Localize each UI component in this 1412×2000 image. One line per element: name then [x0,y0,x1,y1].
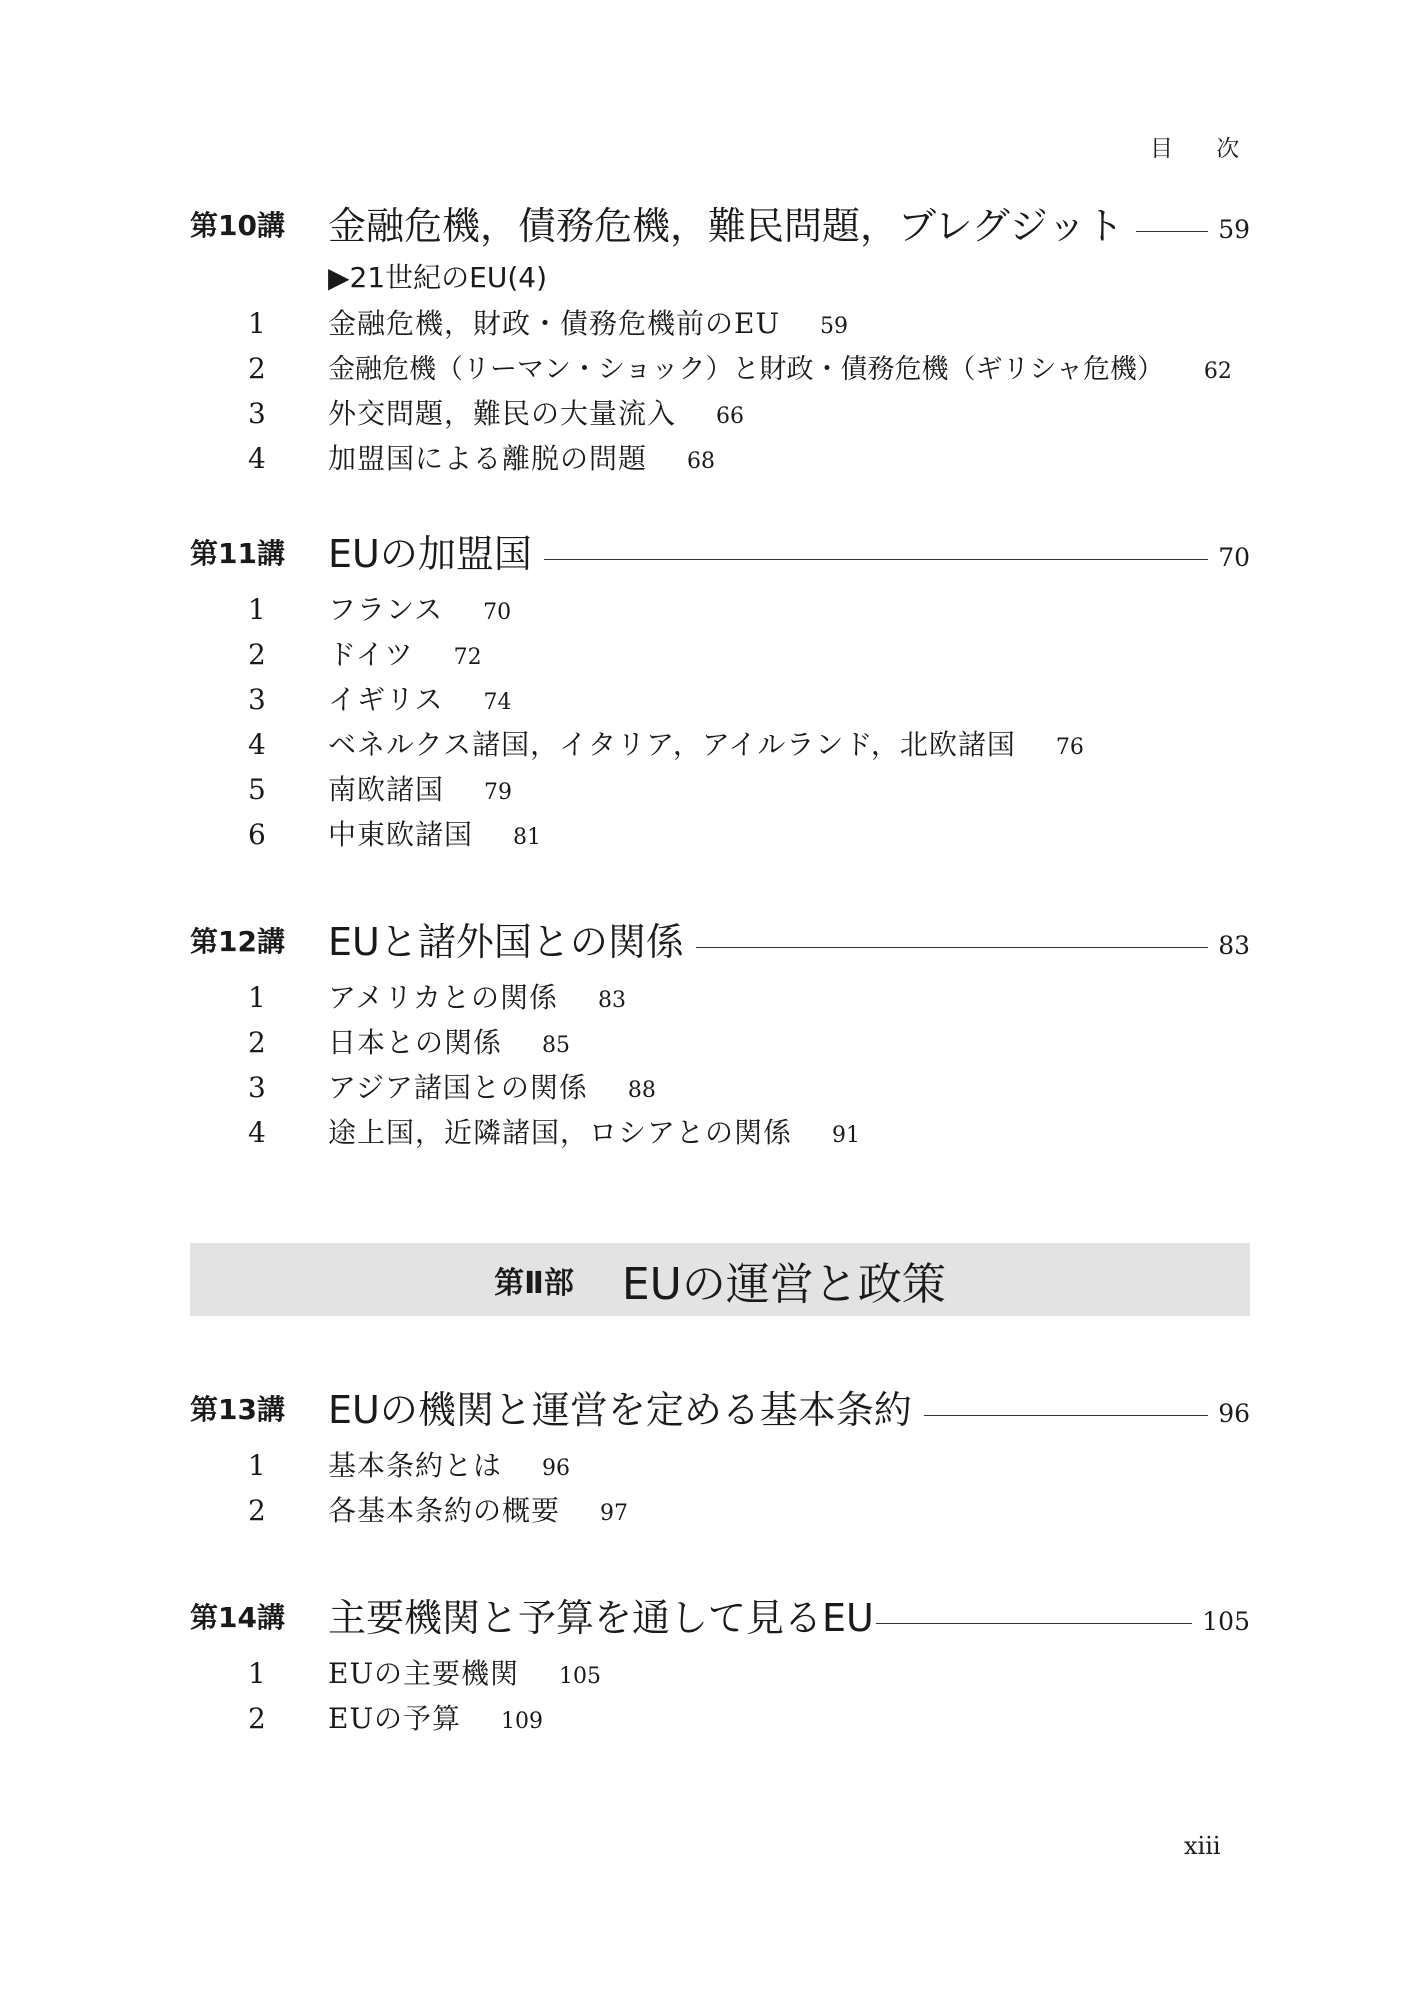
chapter-heading [190,530,1250,578]
section-number: 4 [248,1116,266,1149]
chapter-title[interactable]: EUと諸外国との関係 [328,920,684,964]
chapter-page: 96 [1218,1399,1250,1428]
chapter-subtitle: ▶21世紀のEU(4) [328,261,548,294]
section-number: 2 [248,1702,266,1735]
section-page: 62 [1203,359,1232,384]
leader-rule [1136,231,1208,232]
section-list [190,588,1250,858]
section-item[interactable] [190,1652,1250,1697]
section-number: 4 [248,728,266,761]
section-page: 72 [453,645,482,670]
section-title: 金融危機，財政・債務危機前のEU [328,307,781,340]
section-item[interactable] [190,588,1250,633]
section-title: 基本条約とは [328,1449,503,1482]
section-number: 1 [248,1449,266,1482]
section-list [190,1652,1250,1742]
running-head: 目 次 [1150,136,1258,162]
section-title: イギリス [328,683,444,716]
chapter-13 [190,1386,1250,1534]
section-page: 59 [820,314,849,339]
leader-rule [924,1415,1208,1416]
section-number: 4 [248,442,266,475]
section-title: 中東欧諸国 [328,818,474,851]
section-title: ベネルクス諸国，イタリア，アイルランド，北欧諸国 [328,728,1016,761]
section-page: 81 [513,825,542,850]
section-list [190,1444,1250,1534]
chapter-heading [190,1594,1250,1642]
section-title: 日本との関係 [328,1026,503,1059]
chapter-heading [190,918,1250,966]
section-item[interactable] [190,1066,1250,1111]
chapter-page: 70 [1218,543,1250,572]
section-item[interactable] [190,678,1250,723]
section-number: 2 [248,1494,266,1527]
chapter-11 [190,530,1250,858]
section-item[interactable] [190,1489,1250,1534]
section-list [190,302,1250,482]
section-page: 85 [542,1033,571,1058]
section-item[interactable] [190,976,1250,1021]
leader-rule [544,559,1208,560]
chapter-page: 105 [1202,1607,1250,1636]
section-item[interactable] [190,723,1250,768]
section-title: 金融危機（リーマン・ショック）と財政・債務危機（ギリシャ危機） [328,354,1164,385]
section-item[interactable] [190,347,1250,392]
section-page: 79 [484,780,513,805]
section-item[interactable] [190,633,1250,678]
section-number: 3 [248,1071,266,1104]
section-page: 96 [542,1456,571,1481]
section-number: 5 [248,773,266,806]
section-item[interactable] [190,392,1250,437]
section-page: 91 [832,1123,861,1148]
section-title: アメリカとの関係 [328,981,559,1014]
section-number: 6 [248,818,266,851]
section-item[interactable] [190,437,1250,482]
section-title: 各基本条約の概要 [328,1494,561,1527]
chapter-page: 83 [1218,931,1250,960]
section-page: 88 [627,1078,656,1103]
section-page: 74 [483,690,512,715]
part-number: 第Ⅱ部 [494,1265,574,1301]
section-item[interactable] [190,813,1250,858]
section-page: 68 [687,449,716,474]
chapter-heading [190,202,1250,250]
section-title: 途上国，近隣諸国，ロシアとの関係 [328,1116,793,1149]
leader-rule [696,947,1208,948]
section-number: 2 [248,1026,266,1059]
section-item[interactable] [190,1697,1250,1742]
section-page: 76 [1055,735,1084,760]
part-banner [190,1243,1250,1316]
section-item[interactable] [190,302,1250,347]
chapter-title[interactable]: EUの加盟国 [328,532,532,576]
chapter-number: 第13講 [190,1393,285,1426]
section-page: 83 [598,988,627,1013]
chapter-title[interactable]: 金融危機，債務危機，難民問題，ブレグジット [328,204,1124,248]
section-title: アジア諸国との関係 [328,1071,588,1104]
chapter-number: 第12講 [190,925,285,958]
chapter-number: 第14講 [190,1601,285,1634]
section-number: 1 [248,307,266,340]
section-number: 2 [248,638,266,671]
chapter-title[interactable]: 主要機関と予算を通して見るEU [328,1596,874,1640]
section-title: EUの主要機関 [328,1657,520,1690]
section-page: 70 [483,600,512,625]
chapter-10 [190,202,1250,482]
section-title: フランス [328,593,444,626]
part-title[interactable]: EUの運営と政策 [621,1258,946,1310]
chapter-title[interactable]: EUの機関と運営を定める基本条約 [328,1388,912,1432]
section-title: 外交問題，難民の大量流入 [328,397,677,430]
section-item[interactable] [190,1111,1250,1156]
chapter-heading [190,1386,1250,1434]
section-list [190,976,1250,1156]
section-item[interactable] [190,768,1250,813]
chapter-number: 第10講 [190,209,285,242]
page-number: xiii [1184,1832,1221,1860]
section-number: 1 [248,1657,266,1690]
chapter-page: 59 [1218,215,1250,244]
section-item[interactable] [190,1021,1250,1066]
section-page: 66 [716,404,745,429]
section-number: 3 [248,397,266,430]
section-page: 97 [600,1501,629,1526]
section-item[interactable] [190,1444,1250,1489]
chapter-14 [190,1594,1250,1742]
section-page: 109 [501,1709,544,1734]
section-number: 1 [248,981,266,1014]
section-title: 南欧諸国 [328,773,445,806]
section-number: 3 [248,683,266,716]
section-title: 加盟国による離脱の問題 [328,442,648,475]
leader-rule [876,1623,1192,1624]
chapter-number: 第11講 [190,537,285,570]
section-title: ドイツ [328,638,414,671]
section-number: 1 [248,593,266,626]
chapter-12 [190,918,1250,1156]
section-title: EUの予算 [328,1702,462,1735]
section-page: 105 [559,1664,602,1689]
section-number: 2 [248,352,266,385]
